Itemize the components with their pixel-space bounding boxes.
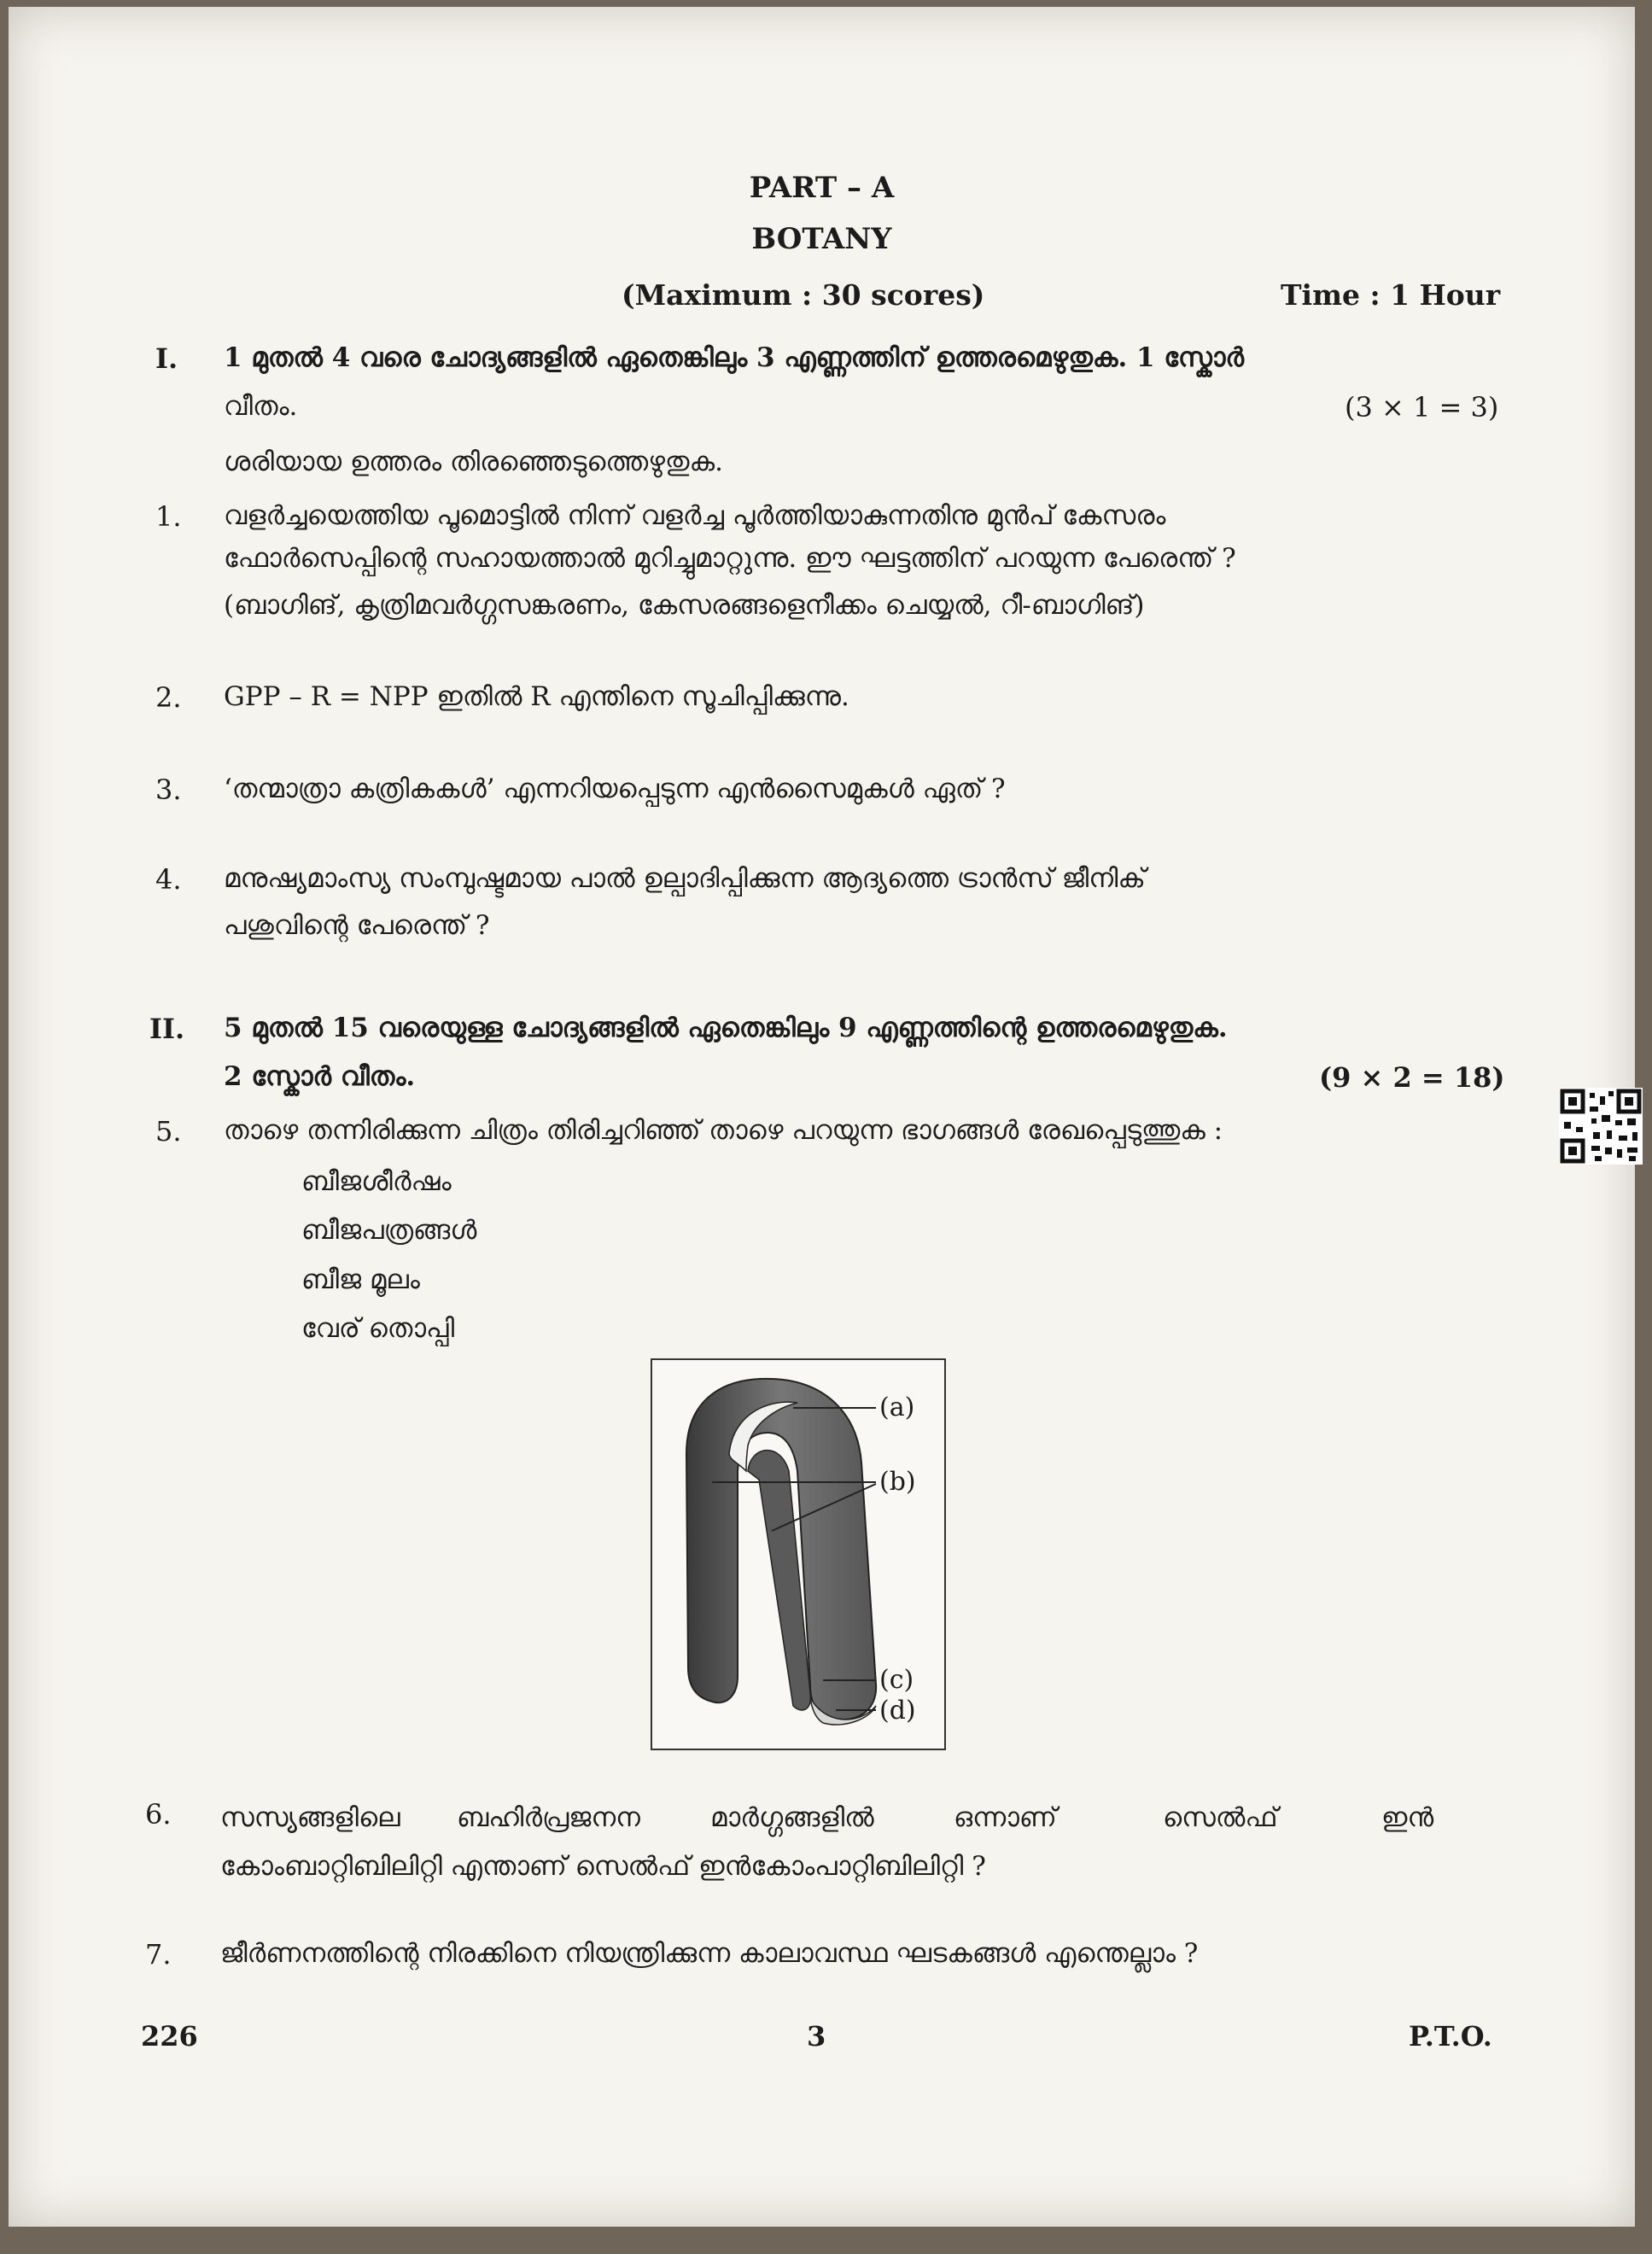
q6-number: 6. <box>145 1798 172 1831</box>
q6-word-2: ബഹിർപ്രജനന <box>457 1802 640 1833</box>
q3-text: ‘തന്മാത്രാ കത്രികകൾ’ എന്നറിയപ്പെടുന്ന എൻസൈമുകൾ ഏത് ? <box>224 774 1006 804</box>
section-2-score: (9 × 2 = 18) <box>1319 1061 1505 1094</box>
q5-part-3: ബീജ മൂലം <box>301 1264 420 1295</box>
pto-note: P.T.O. <box>1409 2020 1492 2053</box>
figure-label-b: (b) <box>879 1467 916 1497</box>
section-1-score: (3 × 1 = 3) <box>1345 391 1499 423</box>
q3-number: 3. <box>155 774 182 806</box>
page-number: 3 <box>807 2020 826 2053</box>
qr-code-icon <box>1559 1088 1643 1165</box>
section-1-sub-instruction: ശരിയായ ഉത്തരം തിരഞ്ഞെടുത്തെഴുതുക. <box>224 447 723 477</box>
section-2-numeral: II. <box>149 1013 185 1045</box>
q4-text-line1: മനുഷ്യമാംസ്യ സംമ്പുഷ്ടമായ പാൽ ഉല്പാദിപ്പിക്കുന്ന ആദ്യത്തെ ട്രാൻസ് ജീനിക് <box>224 863 1146 894</box>
q1-text-line1: വളർച്ചയെത്തിയ പൂമൊട്ടിൽ നിന്ന് വളർച്ച പൂർത്തിയാകുന്നതിനു മുൻപ് കേസരം <box>224 500 1166 531</box>
figure-label-c: (c) <box>879 1665 914 1695</box>
section-2-instruction: 5 മുതൽ 15 വരെയുള്ള ചോദ്യങ്ങളിൽ ഏതെങ്കിലും 9 എണ്ണത്തിന്റെ ഉത്തരമെഴുതുക. <box>224 1013 1228 1043</box>
section-1-instruction: 1 മുതൽ 4 വരെ ചോദ്യങ്ങളിൽ ഏതെങ്കിലും 3 എണ്ണത്തിന് ഉത്തരമെഴുതുക. 1 സ്കോർ <box>224 342 1245 373</box>
q1-options: (ബാഗിങ്, കൃത്രിമവർഗ്ഗസങ്കരണം, കേസരങ്ങളെനീക്കം ചെയ്യൽ, റീ-ബാഗിങ്) <box>224 590 1145 621</box>
max-score: (Maximum : 30 scores) <box>622 278 985 312</box>
subject-heading: BOTANY <box>751 222 892 256</box>
figure-label-a: (a) <box>879 1393 915 1422</box>
q4-text-line2: പശുവിന്റെ പേരെന്ത് ? <box>224 910 490 941</box>
q7-text: ജീർണനത്തിന്റെ നിരക്കിനെ നിയന്ത്രിക്കുന്ന കാലാവസ്ഥ ഘടകങ്ങൾ എന്തെല്ലാം ? <box>220 1938 1199 1969</box>
q6-word-4: ഒന്നാണ് <box>954 1802 1057 1833</box>
q1-number: 1. <box>155 500 182 533</box>
q5-text: താഴെ തന്നിരിക്കുന്ന ചിത്രം തിരിച്ചറിഞ്ഞ് താഴെ പറയുന്ന ഭാഗങ്ങൾ രേഖപ്പെടുത്തുക : <box>224 1115 1223 1146</box>
q6-word-5: സെൽഫ് <box>1163 1802 1278 1833</box>
figure-label-d: (d) <box>879 1696 916 1726</box>
q5-number: 5. <box>155 1115 182 1147</box>
q1-text-line2: ഫോർസെപ്പിന്റെ സഹായത്താൽ മുറിച്ചുമാറ്റുന്നു. ഈ ഘട്ടത്തിന് പറയുന്ന പേരെന്ത് ? <box>224 543 1236 574</box>
section-2-instruction-cont: 2 സ്കോർ വീതം. <box>224 1061 416 1092</box>
q5-part-1: ബീജശീർഷം <box>301 1166 452 1197</box>
section-1-numeral: I. <box>155 342 178 375</box>
time-allowed: Time : 1 Hour <box>1281 278 1501 312</box>
q5-part-4: വേര് തൊപ്പി <box>301 1313 455 1344</box>
q6-word-6: ഇൻ <box>1381 1802 1434 1833</box>
paper-code: 226 <box>141 2020 198 2053</box>
section-1-instruction-cont: വീതം. <box>224 391 298 422</box>
embryo-diagram <box>651 1358 946 1750</box>
q6-word-1: സസ്യങ്ങളിലെ <box>220 1802 400 1833</box>
q7-number: 7. <box>145 1938 172 1971</box>
qr-code-drawing <box>1559 1088 1643 1165</box>
q2-number: 2. <box>155 681 182 714</box>
q6-text-line2: കോംബാറ്റിബിലിറ്റി എന്താണ് സെൽഫ് ഇൻകോംപാറ്റിബിലിറ്റി ? <box>220 1851 986 1882</box>
q4-number: 4. <box>155 863 182 896</box>
q2-text: GPP – R = NPP ഇതിൽ R എന്തിനെ സൂചിപ്പിക്കുന്നു. <box>224 681 849 712</box>
exam-page <box>9 7 1635 2227</box>
q6-word-3: മാർഗ്ഗങ്ങളിൽ <box>710 1802 874 1833</box>
part-heading: PART – A <box>749 171 895 205</box>
q5-part-2: ബീജപത്രങ്ങൾ <box>301 1215 477 1246</box>
